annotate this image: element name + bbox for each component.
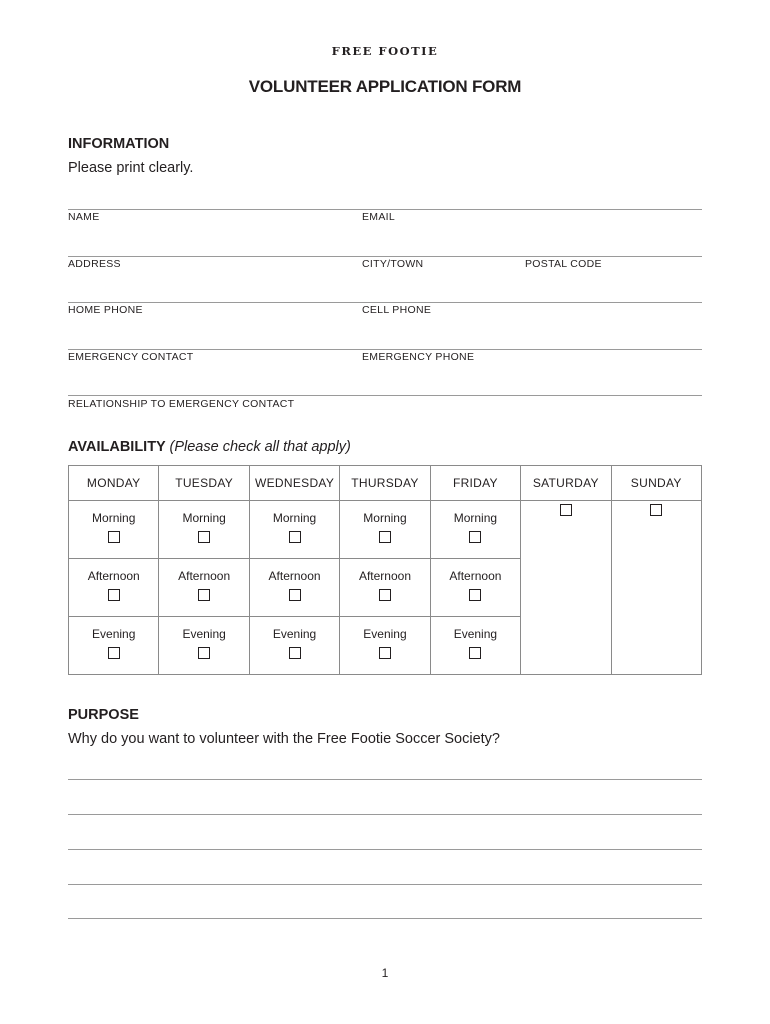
slot-label: Morning [363, 511, 407, 525]
wednesday-morning-cell [249, 501, 339, 559]
day-header-saturday: SATURDAY [521, 466, 611, 501]
thursday-evening-checkbox[interactable] [379, 647, 391, 659]
day-header-friday: FRIDAY [430, 466, 520, 501]
monday-evening-checkbox[interactable] [108, 647, 120, 659]
page-number: 1 [381, 966, 389, 980]
saturday-checkbox[interactable] [560, 504, 572, 516]
availability-note: (Please check all that apply) [169, 439, 351, 455]
sunday-checkbox[interactable] [650, 504, 662, 516]
answer-line[interactable] [68, 918, 702, 919]
monday-morning-checkbox[interactable] [108, 531, 120, 543]
thursday-evening-cell [340, 617, 430, 675]
emergency-rule [68, 349, 702, 350]
phone-rule [68, 302, 702, 303]
slot-label: Afternoon [358, 569, 411, 583]
tuesday-morning-cell [159, 501, 249, 559]
availability-heading-label: AVAILABILITY [68, 439, 166, 455]
answer-line[interactable] [68, 779, 702, 780]
tuesday-afternoon-cell [159, 559, 249, 617]
slot-label: Evening [182, 627, 226, 641]
purpose-question: Why do you want to volunteer with the Free Footie Soccer Society? [68, 731, 500, 747]
slot-label: Afternoon [178, 569, 231, 583]
organization-name: FREE FOOTIE [331, 44, 439, 58]
day-header-sunday: SUNDAY [611, 466, 701, 501]
day-header-wednesday: WEDNESDAY [249, 466, 339, 501]
availability-table [68, 465, 702, 675]
tuesday-afternoon-checkbox[interactable] [198, 589, 210, 601]
slot-label: Afternoon [87, 569, 140, 583]
thursday-afternoon-checkbox[interactable] [379, 589, 391, 601]
friday-afternoon-cell [430, 559, 520, 617]
slot-label: Evening [363, 627, 407, 641]
sunday-cell [611, 501, 701, 675]
tuesday-evening-cell [159, 617, 249, 675]
answer-line[interactable] [68, 814, 702, 815]
relationship-rule [68, 395, 702, 396]
form-title: VOLUNTEER APPLICATION FORM [248, 77, 522, 96]
slot-label: Afternoon [268, 569, 321, 583]
emergency-phone-field-label: EMERGENCY PHONE [362, 351, 475, 363]
monday-evening-cell [69, 617, 159, 675]
city-field-label: CITY/TOWN [362, 258, 424, 270]
tuesday-evening-checkbox[interactable] [198, 647, 210, 659]
tuesday-morning-checkbox[interactable] [198, 531, 210, 543]
friday-morning-checkbox[interactable] [469, 531, 481, 543]
address-rule [68, 256, 702, 257]
emergency-contact-field-label: EMERGENCY CONTACT [68, 351, 194, 363]
postal-code-field-label: POSTAL CODE [525, 258, 602, 270]
relationship-field-label: RELATIONSHIP TO EMERGENCY CONTACT [68, 398, 295, 410]
slot-label: Evening [453, 627, 498, 641]
friday-evening-cell [430, 617, 520, 675]
slot-label: Evening [92, 627, 136, 641]
information-instruction: Please print clearly. [68, 160, 194, 176]
friday-evening-checkbox[interactable] [469, 647, 481, 659]
monday-afternoon-checkbox[interactable] [108, 589, 120, 601]
cell-phone-field-label: CELL PHONE [362, 304, 432, 316]
name-email-rule [68, 209, 702, 210]
information-heading: INFORMATION [68, 136, 170, 152]
saturday-cell [521, 501, 611, 675]
thursday-afternoon-cell [340, 559, 430, 617]
monday-morning-cell [69, 501, 159, 559]
email-field-label: EMAIL [362, 211, 396, 223]
slot-label: Morning [272, 511, 317, 525]
slot-label: Morning [92, 511, 136, 525]
day-header-tuesday: TUESDAY [159, 466, 249, 501]
slot-label: Afternoon [449, 569, 502, 583]
address-field-label: ADDRESS [68, 258, 121, 270]
wednesday-evening-cell [249, 617, 339, 675]
slot-label: Evening [272, 627, 317, 641]
wednesday-evening-checkbox[interactable] [289, 647, 301, 659]
friday-morning-cell [430, 501, 520, 559]
thursday-morning-checkbox[interactable] [379, 531, 391, 543]
answer-line[interactable] [68, 849, 702, 850]
thursday-morning-cell [340, 501, 430, 559]
availability-heading [68, 439, 351, 455]
name-field-label: NAME [68, 211, 100, 223]
day-header-monday: MONDAY [69, 466, 159, 501]
day-header-thursday: THURSDAY [340, 466, 430, 501]
slot-label: Morning [453, 511, 498, 525]
purpose-heading: PURPOSE [68, 707, 139, 723]
friday-afternoon-checkbox[interactable] [469, 589, 481, 601]
slot-label: Morning [182, 511, 226, 525]
home-phone-field-label: HOME PHONE [68, 304, 143, 316]
wednesday-afternoon-cell [249, 559, 339, 617]
answer-line[interactable] [68, 884, 702, 885]
monday-afternoon-cell [69, 559, 159, 617]
wednesday-morning-checkbox[interactable] [289, 531, 301, 543]
wednesday-afternoon-checkbox[interactable] [289, 589, 301, 601]
